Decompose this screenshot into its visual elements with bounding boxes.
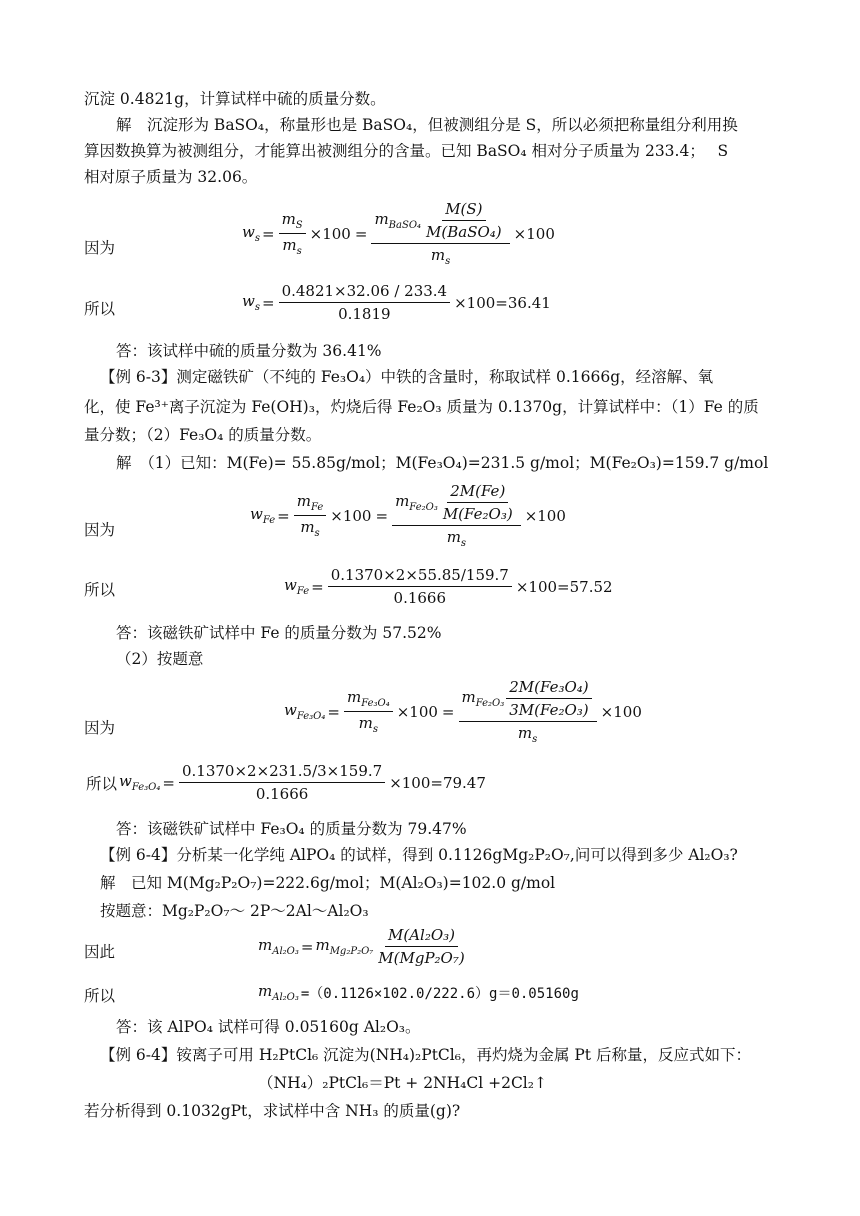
equation-mal2o3-calc: $m_{Al_2O_3}$ =（0.1126×102.0/222.6）g＝0.05160g	[258, 982, 579, 1003]
label-because: 因为	[84, 521, 116, 539]
equation-wfe-formula: $w_{Fe}$ = $\frac{m_{Fe}}{m_s}$ ×100 = $m_{Fe_2O_3}$ $\frac{2M(Fe)}{\text{M(Fe₂O₃)}}$ $m_s$ ×100	[250, 482, 566, 549]
eq-times: ×100	[513, 224, 555, 243]
label-because: 因为	[84, 239, 116, 257]
solution-text: 按题意：Mg₂P₂O₇～ 2P～2Al～Al₂O₃	[100, 902, 369, 920]
example-heading: 【例 6-4】铵离子可用 H₂PtCl₆ 沉淀为(NH₄)₂PtCl₆，再灼烧为金属 Pt 后称量，反应式如下：	[100, 1046, 751, 1064]
answer-text: 答：该磁铁矿试样中 Fe₃O₄ 的质量分数为 79.47%	[116, 820, 467, 838]
fraction: $m_{BaSO_4}$ $\frac{M(S)}{\text{M(BaSO₄)}}$ $m_s$	[371, 200, 509, 267]
equation-ws-formula	[242, 200, 557, 267]
answer-text: 答：该磁铁矿试样中 Fe 的质量分数为 57.52%	[116, 624, 442, 642]
example-text: 若分析得到 0.1032gPt，求试样中含 NH₃ 的质量(g)?	[84, 1102, 461, 1120]
example-heading: 【例 6-3】测定磁铁矿（不纯的 Fe₃O₄）中铁的含量时，称取试样 0.1666g，经溶解、氧	[100, 368, 714, 386]
answer-text: 答：该 AlPO₄ 试样可得 0.05160g Al₂O₃。	[116, 1018, 421, 1036]
eq-sign: =	[261, 224, 275, 243]
label-so: 所以	[84, 300, 116, 318]
label-hence: 因此	[84, 943, 116, 961]
example-text: 化，使 Fe³⁺离子沉淀为 Fe(OH)₃，灼烧后得 Fe₂O₃ 质量为 0.1370g，计算试样中：（1）Fe 的质	[84, 398, 759, 416]
solution-text: 解 已知 M(Mg₂P₂O₇)=222.6g/mol；M(Al₂O₃)=102.0 g/mol	[100, 874, 556, 892]
equation-wfe3o4-formula: $w_{Fe_3O_4}$ = $\frac{m_{Fe_3O_4}}{m_s}$ ×100 = $m_{Fe_2O_3}$ $\frac{\text{2M(Fe₃O₄)}}{\text{3M(Fe₂O₃)}}$ $m_s$ ×100	[284, 678, 642, 745]
example-heading: 【例 6-4】分析某一化学纯 AlPO₄ 的试样，得到 0.1126gMg₂P₂O₇,问可以得到多少 Al₂O₃?	[100, 846, 738, 864]
equation-wfe-calc: $w_{Fe}$ = $\frac{0.1370\times 2\times 55.85/159.7}{0.1666}$ ×100=57.52	[284, 566, 613, 607]
solution-text: 解 沉淀形为 BaSO₄，称量形也是 BaSO₄，但被测组分是 S，所以必须把称量组分利用换	[116, 116, 738, 134]
label-because: 因为	[84, 719, 116, 737]
eq-var: $w_s$	[242, 223, 260, 244]
equation-ws-calc: $w_s$ = $\frac{0.4821\times 32.06 / 233.4}{0.1819}$ ×100=36.41	[242, 282, 551, 323]
solution-text: 相对原子质量为 32.06。	[84, 168, 258, 186]
part-heading: （2）按题意	[116, 650, 204, 668]
answer-text: 答：该试样中硫的质量分数为 36.41%	[116, 342, 382, 360]
example-text: 量分数；（2）Fe₃O₄ 的质量分数。	[84, 426, 322, 444]
solution-text: 解 （1）已知：M(Fe)= 55.85g/mol；M(Fe₃O₄)=231.5 g/mol；M(Fe₂O₃)=159.7 g/mol	[116, 454, 769, 472]
eq-sign: =	[354, 224, 368, 243]
eq-times: ×100	[309, 224, 351, 243]
reaction-equation: （NH₄）₂PtCl₆＝Pt + 2NH₄Cl +2Cl₂↑	[258, 1074, 547, 1092]
fraction: $\frac{m_S}{m_s}$	[279, 210, 306, 257]
label-so: 所以	[84, 581, 116, 599]
equation-mal2o3-formula: $m_{Al_2O_3}$ = $m_{Mg_2P_2O_7}$ $\frac{\text{M(Al₂O₃)}}{\text{M(MgP₂O₇)}}$	[258, 926, 465, 967]
solution-text: 算因数换算为被测组分，才能算出被测组分的含量。已知 BaSO₄ 相对分子质量为 233.4； S	[84, 142, 729, 160]
label-so: 所以	[84, 987, 116, 1005]
equation-wfe3o4-calc: 所以 $w_{Fe_3O_4}$ = $\frac{0.1370\times 2\times 231.5/3\times 159.7}{0.1666}$ ×100=79.47	[86, 762, 486, 803]
text-line: 沉淀 0.4821g，计算试样中硫的质量分数。	[84, 90, 386, 108]
